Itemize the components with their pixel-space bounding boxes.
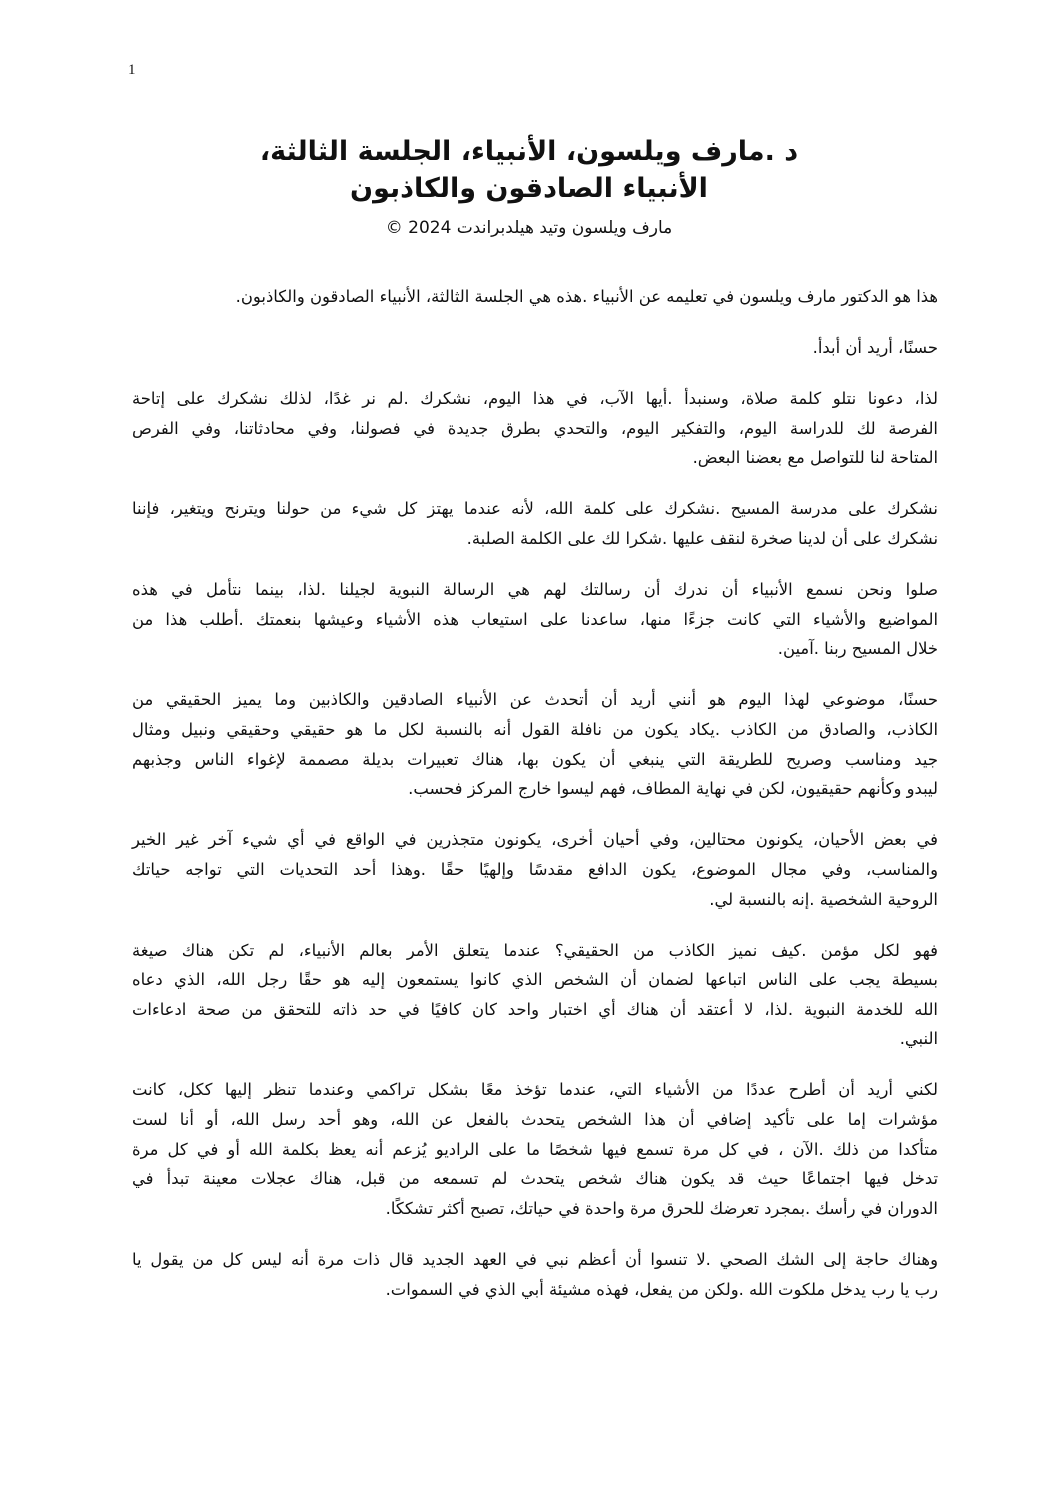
document-title <box>0 133 1058 207</box>
paragraph <box>132 575 938 664</box>
text-line: بسيطة يجب على الناس اتباعها لضمان أن الشخص الذي كانوا يستمعون إليه هو حقًا رجل الله، الذي دعاه <box>132 970 938 990</box>
text-line: لكني أريد أن أطرح عددًا من الأشياء التي، عندما تؤخذ معًا بشكل تراكمي وعندما تنظر إليها ككل، كانت <box>132 1080 938 1100</box>
text-line: والمناسب، وفي مجال الموضوع، يكون الدافع مقدسًا وإلهيًا حقًا .وهذا أحد التحديات التي تواجه حياتك <box>132 859 938 879</box>
copyright-line: مارف ويلسون وتيد هيلدبراندت 2024 © <box>385 218 673 238</box>
paragraph <box>132 685 938 803</box>
text-line: ليبدو وكأنهم حقيقيون، لكن في نهاية المطاف، فهم ليسوا خارج المركز فحسب. <box>408 779 938 799</box>
text-line: هذا هو الدكتور مارف ويلسون في تعليمه عن الأنبياء .هذه هي الجلسة الثالثة، الأنبياء الصادقون والكاذبون. <box>235 287 938 306</box>
text-line: الكاذب، والصادق من الكاذب .يكاد يكون من نافلة القول أنه بالنسبة لكل ما هو حقيقي وحقيقي ونبيل ومثال <box>132 720 938 740</box>
paragraph <box>132 1245 938 1304</box>
document-body <box>132 282 938 1326</box>
text-line: مؤشرات إما على تأكيد إضافي أن هذا الشخص يتحدث بالفعل عن الله، وهو أحد رسل الله، أو أنا لست <box>132 1110 938 1130</box>
text-line: صلوا ونحن نسمع الأنبياء أن ندرك أن رسالتك لهم هي الرسالة النبوية لجيلنا .لذا، بينما نتأمل في هذه <box>132 580 938 600</box>
paragraph <box>132 494 938 553</box>
text-line: تدخل فيها اجتماعًا حيث قد يكون هناك شخص يتحدث لم تسمعه من قبل، هناك عجلات معينة تبدأ في <box>132 1169 938 1189</box>
text-line: الله للخدمة النبوية .لذا، لا أعتقد أن هناك أي اختبار واحد كان كافيًا في حد ذاته للتحقق من صحة ادعاءات <box>132 999 938 1019</box>
text-line: المواضيع والأشياء التي كانت جزءًا منها، ساعدنا على استيعاب هذه الأشياء وعيشها بنعمتك .أطلب هذا من <box>132 609 938 629</box>
paragraph <box>132 936 938 1054</box>
paragraph <box>132 384 938 473</box>
text-line: الروحية الشخصية .إنه بالنسبة لي. <box>709 889 938 909</box>
text-line: متأكدا من ذلك .الآن ، في كل مرة تسمع فيها شخصًا ما على الراديو يُزعم أنه يعظ بكلمة الله أو في كل مرة <box>132 1139 938 1159</box>
text-line: جيد ومناسب وصريح للطريقة التي ينبغي أن يكون بها، هناك تعبيرات بديلة مصممة لإغواء الناس وجذبهم <box>132 749 938 769</box>
paragraph <box>132 282 938 312</box>
text-line: الفرصة لك للدراسة اليوم، والتفكير اليوم، والتحدي بطرق جديدة في فصولنا، وفي محادثاتنا، وفي الفرص <box>132 418 938 438</box>
text-line: النبي. <box>899 1029 938 1049</box>
text-line: وهناك حاجة إلى الشك الصحي .لا تنسوا أن أعظم نبي في العهد الجديد قال ذات مرة أنه ليس كل من يقول يا <box>132 1249 938 1269</box>
paragraph <box>132 333 938 363</box>
page-number: 1 <box>128 62 136 78</box>
text-line: المتاحة لنا للتواصل مع بعضنا البعض. <box>692 448 938 468</box>
text-line: في بعض الأحيان، يكونون محتالين، وفي أحيان أخرى، يكونون متجذرين في الواقع في أي شيء آخر غير الخير <box>132 830 938 850</box>
text-line: نشكرك على مدرسة المسيح .نشكرك على كلمة الله، لأنه عندما يهتز كل شيء من حولنا ويترنح ويتغير، فإننا <box>132 499 938 519</box>
text-line: فهو لكل مؤمن .كيف نميز الكاذب من الحقيقي؟ عندما يتعلق الأمر بعالم الأنبياء، لم تكن هناك صيغة <box>132 940 938 960</box>
title-line-2: الأنبياء الصادقون والكاذبون <box>350 173 708 204</box>
title-line-1: د .مارف ويلسون، الأنبياء، الجلسة الثالثة، <box>259 136 799 167</box>
text-line: الدوران في رأسك .بمجرد تعرضك للحرق مرة واحدة في حياتك، تصبح أكثر تشككًا. <box>385 1198 938 1218</box>
text-line: خلال المسيح ربنا .آمين. <box>777 639 938 659</box>
text-line: رب يا رب يدخل ملكوت الله .ولكن من يفعل، فهذه مشيئة أبي الذي في السموات. <box>385 1279 938 1299</box>
paragraph <box>132 1075 938 1223</box>
paragraph <box>132 825 938 914</box>
text-line: لذا، دعونا نتلو كلمة صلاة، وسنبدأ .أيها الآب، في هذا اليوم، نشكرك .لم نر غدًا، لذلك نشكرك على إتاحة <box>132 389 938 409</box>
text-line: نشكرك على أن لدينا صخرة لنقف عليها .شكرا لك على الكلمة الصلبة. <box>466 529 938 549</box>
text-line: حسنًا، موضوعي لهذا اليوم هو أنني أريد أن أتحدث عن الأنبياء الصادقين والكاذبين وما يميز الحقيقي من <box>132 690 938 710</box>
text-line: حسنًا، أريد أن أبدأ. <box>812 338 938 358</box>
